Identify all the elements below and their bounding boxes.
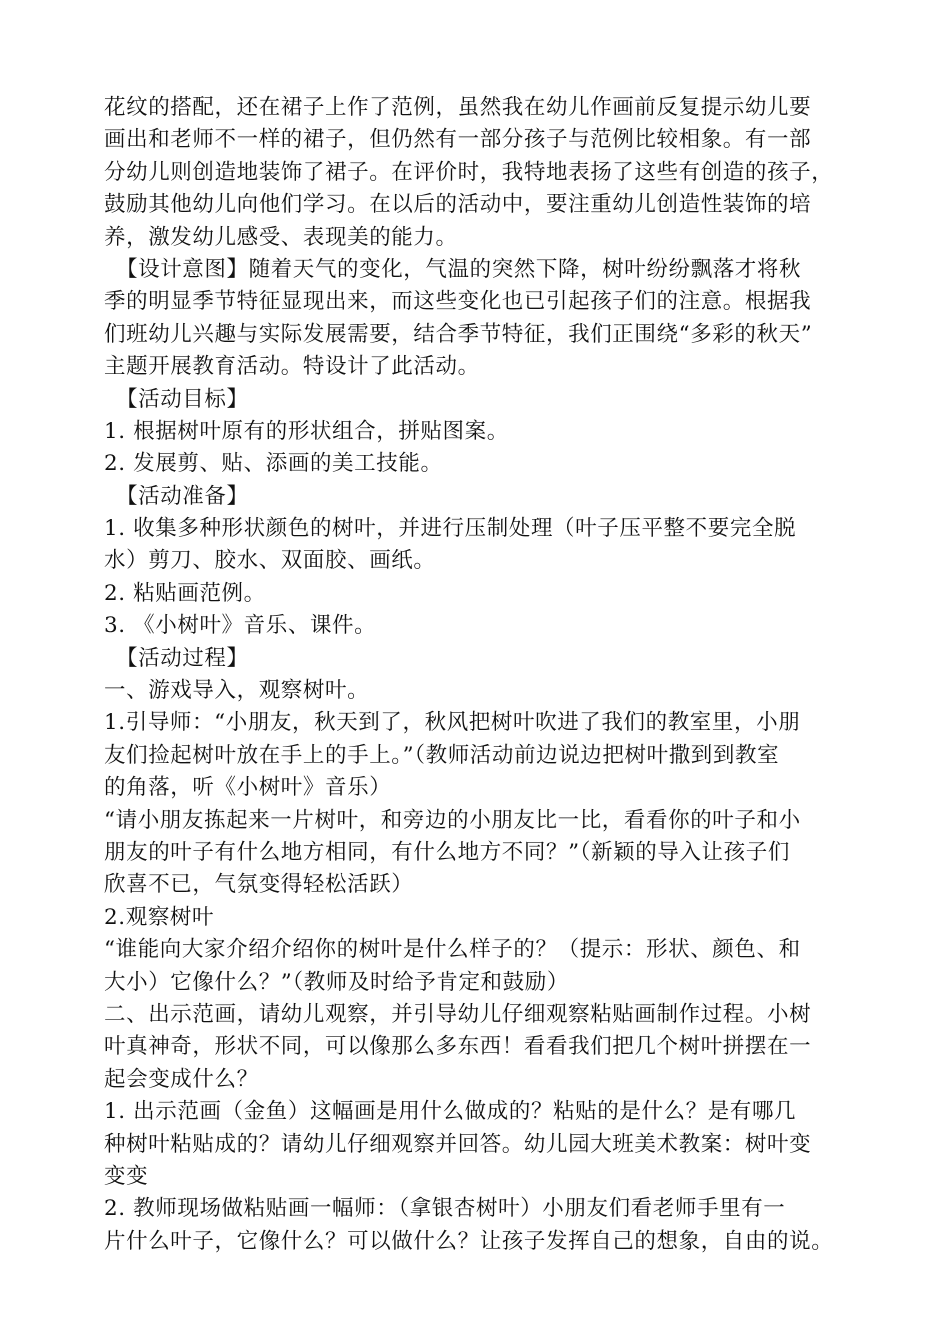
section-heading-preparation: 【活动准备】 [116,483,249,509]
text-line: 分幼儿则创造地装饰了裙子。在评价时，我特地表扬了这些有创造的孩子， [104,159,834,185]
text-line: 水）剪刀、胶水、双面胶、画纸。 [104,548,436,574]
text-line: 的角落，听《小树叶》音乐） [104,775,392,801]
list-item: 1. 出示范画（金鱼）这幅画是用什么做成的？粘贴的是什么？是有哪几 [104,1099,797,1125]
text-line: “谁能向大家介绍介绍你的树叶是什么样子的？（提示：形状、颜色、和 [104,937,801,963]
text-line: 季的明显季节特征显现出来，而这些变化也已引起孩子们的注意。根据我 [104,289,812,315]
list-item: 2.观察树叶 [104,904,215,930]
text-line: 们班幼儿兴趣与实际发展需要，结合季节特征，我们正围绕“多彩的秋天” [104,321,813,347]
list-item: 2. 发展剪、贴、添画的美工技能。 [104,451,443,477]
text-line: 变变 [104,1163,149,1189]
text-line: 友们捡起树叶放在手上的手上。”（教师活动前边说边把树叶撒到到教室 [104,742,780,768]
text-line: 欣喜不已，气氛变得轻松活跃） [104,872,414,898]
section-heading-goals: 【活动目标】 [116,386,249,412]
list-item: 1.引导师：“小朋友，秋天到了，秋风把树叶吹进了我们的教室里，小朋 [104,710,801,736]
text-line: 叶真神奇，形状不同，可以像那么多东西！看看我们把几个树叶拼摆在一 [104,1034,812,1060]
list-item: 3. 《小树叶》音乐、课件。 [104,613,377,639]
list-item: 1. 收集多种形状颜色的树叶，并进行压制处理（叶子压平整不要完全脱 [104,516,797,542]
text-line: 主题开展教育活动。特设计了此活动。 [104,354,480,380]
text-line: 一、游戏导入，观察树叶。 [104,678,370,704]
list-item: 2. 教师现场做粘贴画一幅师：（拿银杏树叶）小朋友们看老师手里有一 [104,1196,786,1222]
list-item: 1. 根据树叶原有的形状组合，拼贴图案。 [104,418,509,444]
text-line: “请小朋友拣起来一片树叶，和旁边的小朋友比一比，看看你的叶子和小 [104,807,801,833]
text-line: 画出和老师不一样的裙子，但仍然有一部分孩子与范例比较相象。有一部 [104,127,812,153]
text-line: 花纹的搭配，还在裙子上作了范例，虽然我在幼儿作画前反复提示幼儿要 [104,95,812,120]
document-body [104,92,864,1258]
text-line: 种树叶粘贴成的？请幼儿仔细观察并回答。幼儿园大班美术教案：树叶变 [104,1131,812,1157]
text-line: 大小）它像什么？”（教师及时给予肯定和鼓励） [104,969,569,995]
text-line: 朋友的叶子有什么地方相同，有什么地方不同？”（新颖的导入让孩子们 [104,839,790,865]
text-line: 养，激发幼儿感受、表现美的能力。 [104,224,458,250]
text-line: 鼓励其他幼儿向他们学习。在以后的活动中，要注重幼儿创造性装饰的培 [104,192,812,218]
section-heading-process: 【活动过程】 [116,645,249,671]
text-line: 片什么叶子，它像什么？可以做什么？让孩子发挥自己的想象，自由的说。 [104,1228,834,1254]
list-item: 2. 粘贴画范例。 [104,580,266,606]
text-line: 二、出示范画，请幼儿观察，并引导幼儿仔细观察粘贴画制作过程。小树 [104,1001,812,1027]
text-line: 起会变成什么？ [104,1066,259,1092]
section-heading-design-intent: 【设计意图】随着天气的变化，气温的突然下降，树叶纷纷飘落才将秋 [116,256,802,282]
